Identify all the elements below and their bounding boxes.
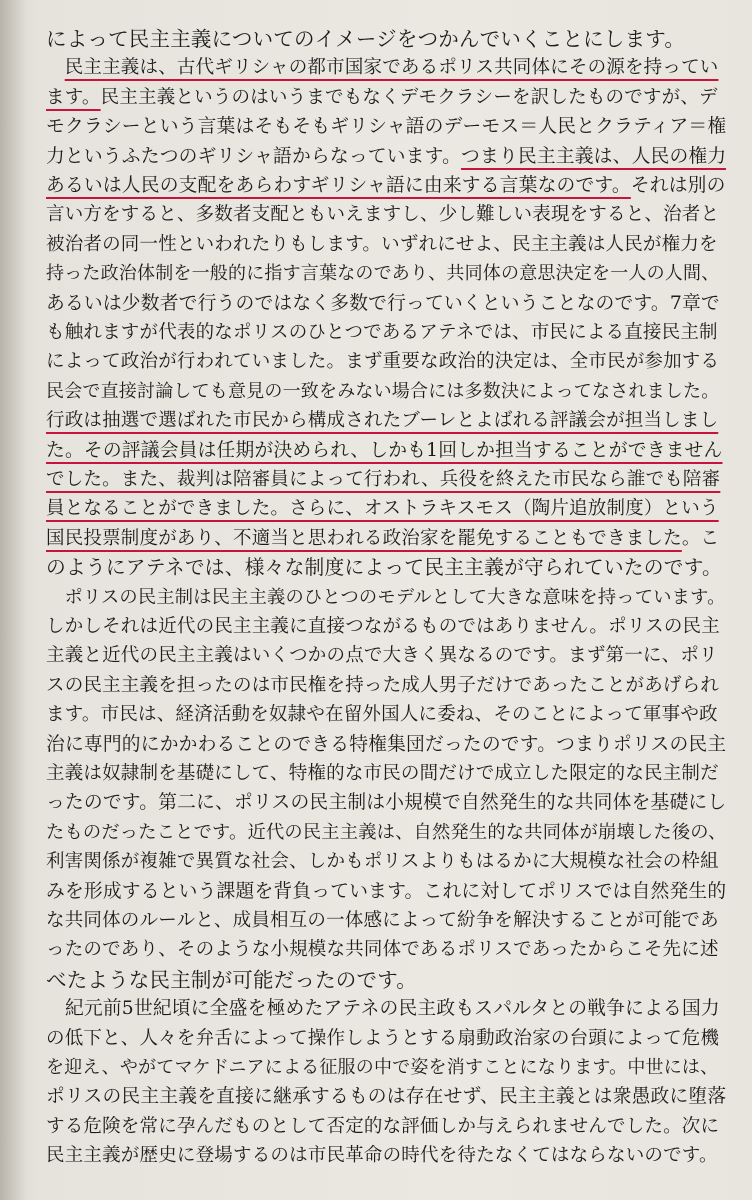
text-segment: ポリスの民主主義を直接に継承するものは存在せず、民主主義とは衆愚政に堕落 (46, 1086, 726, 1108)
text-segment (46, 57, 65, 78)
text-segment: ポリスの民主制は民主主義のひとつのモデルとして大きな意味を持っています。 (46, 586, 726, 608)
underlined-text: 行政は抽選で選ばれた市民から構成されたブーレとよばれる評議会が担当しまし (46, 410, 719, 432)
text-segment: 主義と近代の民主主義はいくつかの点で大きく異なるのです。まず第一に、ポリ (46, 645, 718, 667)
page-edge-shadow (0, 0, 26, 1200)
text-segment: それは別の (630, 175, 726, 196)
underlined-text: つまり民主主義は、人民の権力 (461, 145, 726, 167)
text-segment: ます。市民は、経済活動を奴隷や在留外国人に委ね、そのことによって軍事や政 (46, 704, 718, 726)
text-segment: を迎え、やがてマケドニアによる征服の中で姿を消すことになります。中世には、 (46, 1057, 719, 1078)
text-segment: する危険を常に孕んだものとして否定的な評価しか与えられませんでした。次に (46, 1115, 720, 1137)
text-segment: スの民主主義を担ったのは市民権を持った成人男子だけであったことがあげられ (46, 674, 720, 696)
text-segment: 持った政治体制を一般的に指す言葉なのであり、共同体の意思決定を一人の人間、 (46, 263, 720, 285)
text-segment: ったのであり、そのような小規模な共同体であるポリスであったからこそ先に述 (46, 939, 719, 961)
text-segment: 主義は奴隷制を基礎にして、特権的な市民の間だけで成立した限定的な民主制だ (46, 763, 719, 784)
text-segment: 民主主義が歴史に登場するのは市民革命の時代を待たなくてはならないのです。 (46, 1145, 718, 1167)
text-segment: あるいは少数者で行うのではなく多数で行っていくということなのです。7章で (46, 292, 720, 314)
text-segment: も触れますが代表的なポリスのひとつであるアテネでは、市民による直接民主制 (46, 322, 718, 343)
underlined-text: 国民投票制度があり、不適当と思われる政治家を罷免することもできました (46, 527, 682, 549)
text-segment: 民主主義というのはいうまでもなくデモクラシーを訳したものですが、デ (100, 86, 718, 108)
text-segment: 紀元前5世紀頃に全盛を極めたアテネの民主政もスパルタとの戦争による国力 (46, 998, 720, 1020)
text-segment: の低下と、人々を弁舌によって操作しようとする扇動政治家の台頭によって危機 (46, 1027, 720, 1049)
text-segment: 民会で直接討論しても意見の一致をみない場合には多数決によってなされました。 (46, 380, 720, 402)
text-segment: 被治者の同一性といわれたりもします。いずれにせよ、民主主義は人民が権力を (46, 233, 718, 255)
text-segment: モクラシーという言葉はそもそもギリシャ語のデーモス＝人民とクラティア＝権 (46, 116, 726, 138)
text-segment: みを形成するという課題を背負っています。これに対してポリスでは自然発生的 (46, 880, 726, 902)
underlined-text: 民主主義は、古代ギリシャの都市国家であるポリス共同体にその源を持ってい (64, 57, 719, 79)
text-segment: 利害関係が複雑で異質な社会、しかもポリスよりもはるかに大規模な社会の枠組 (46, 851, 719, 873)
text-segment: べたような民主制が可能だったのです。 (46, 967, 417, 992)
text-segment: によって政治が行われていました。まず重要な政治的決定は、全市民が参加する (46, 351, 720, 373)
text-segment: のようにアテネでは、様々な制度によって民主主義が守られていたのです。 (46, 556, 722, 580)
text-segment: 言い方をすると、多数者支配ともいえますし、少し難しい表現をすると、治者と (46, 204, 720, 226)
text-segment: しかしそれは近代の民主主義に直接つながるものではありません。ポリスの民主 (46, 616, 720, 637)
text-segment: たものだったことです。近代の民主主義は、自然発生的な共同体が崩壊した後の、 (46, 821, 726, 843)
text-segment: 。こ (681, 527, 720, 549)
underlined-text: ます。 (46, 86, 101, 108)
text-segment: な共同体のルールと、成員相互の一体感によって紛争を解決することが可能であ (46, 910, 719, 931)
underlined-text: た。その評議会員は任期が決められ、しかも1回しか担当することができません (46, 439, 723, 461)
text-segment: 力というふたつのギリシャ語からなっています。 (46, 145, 462, 167)
text-segment: ったのです。第二に、ポリスの民主制は小規模で自然発生的な共同体を基礎にし (46, 792, 726, 814)
text-segment: 治に専門的にかかわることのできる特権集団だったのです。つまりポリスの民主 (46, 733, 726, 755)
underlined-text: でした。また、裁判は陪審員によって行われ、兵役を終えた市民なら誰でも陪審 (46, 469, 721, 490)
underlined-text: 員となることができました。さらに、オストラキスモス（陶片追放制度）という (46, 498, 719, 520)
text-segment: によって民主主義についてのイメージをつかんでいくことにします。 (46, 27, 686, 51)
underlined-text: あるいは人民の支配をあらわすギリシャ語に由来する言葉なのです。 (46, 175, 631, 196)
text-line (46, 1139, 726, 1173)
